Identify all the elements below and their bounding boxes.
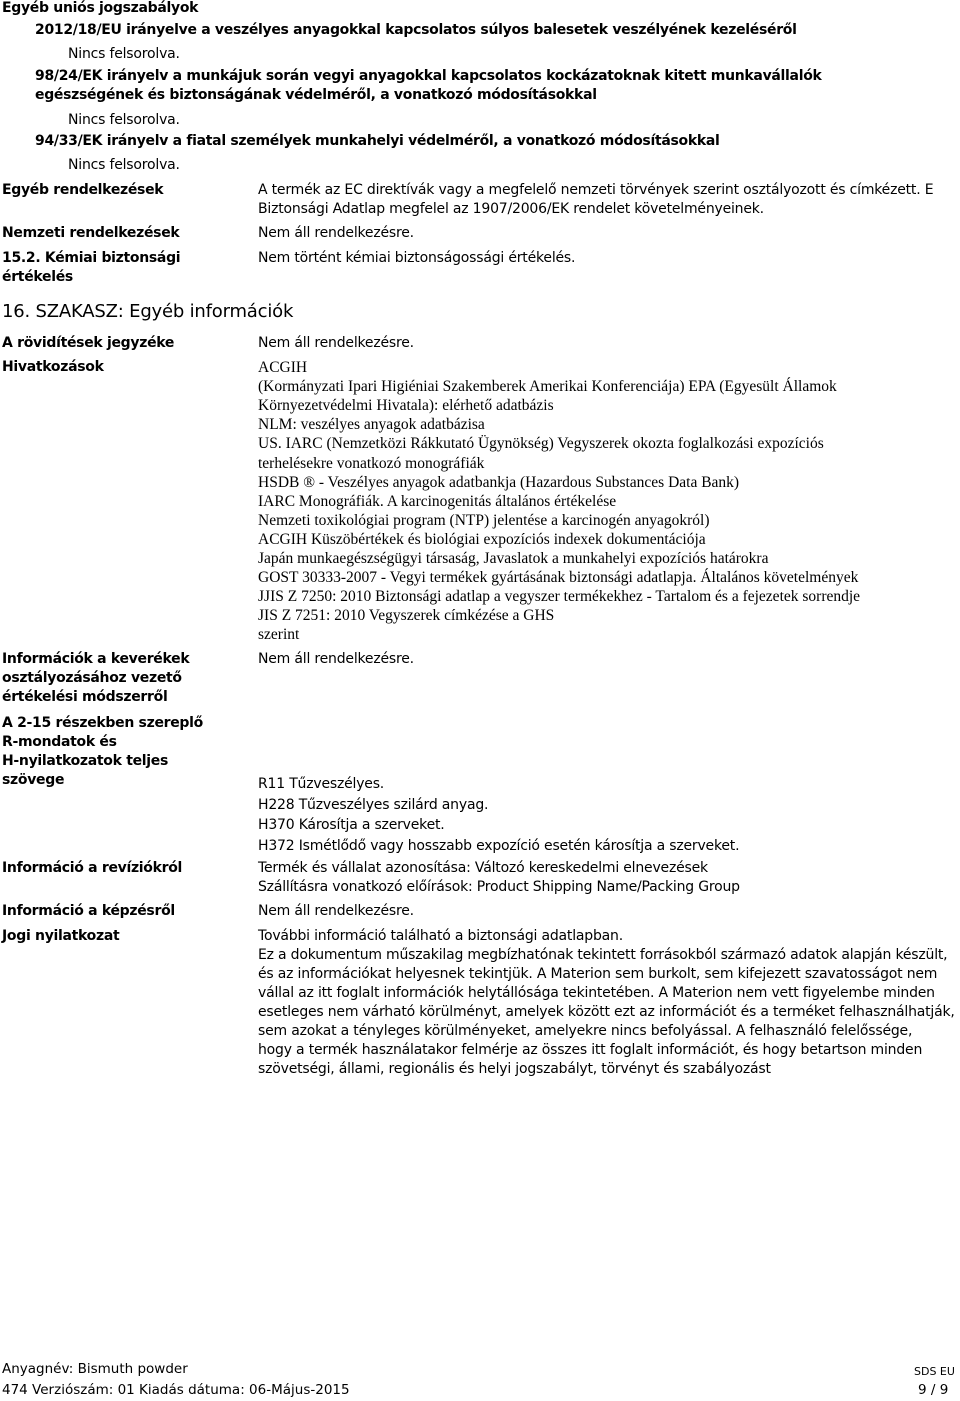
chemical-safety-label-2: értékelés bbox=[2, 269, 73, 285]
mixture-method-label-line: Információk a keverékek bbox=[2, 651, 190, 667]
reference-line: Környezetvédelmi Hivatala): elérhető adatbázis bbox=[258, 397, 554, 415]
other-regulations-value-1: A termék az EC direktívák vagy a megfelelő nemzeti törvények szerint osztályozott és címkézett. E bbox=[258, 182, 934, 198]
training-value: Nem áll rendelkezésre. bbox=[258, 903, 414, 919]
reference-line: szerint bbox=[258, 626, 300, 644]
disclaimer-line: Ez a dokumentum műszakilag megbízhatónak tekintett forrásokból származó adatok alapján készült, bbox=[258, 947, 948, 963]
reference-line: Nemzeti toxikológiai program (NTP) jelentése a karcinogén anyagokról) bbox=[258, 511, 710, 529]
reference-line: Japán munkaegészségügyi társaság, Javaslatok a munkahelyi expozíciós határokra bbox=[258, 550, 769, 567]
revision-line: Termék és vállalat azonosítása: Változó kereskedelmi elnevezések bbox=[258, 860, 708, 876]
other-regulations-value-2: Biztonsági Adatlap megfelel az 1907/2006/EK rendelet követelményeinek. bbox=[258, 201, 764, 217]
footer-page-number: 9 / 9 bbox=[918, 1382, 949, 1398]
r-h-label-line: szövege bbox=[2, 772, 65, 788]
revisions-label: Információ a revíziókról bbox=[2, 860, 183, 876]
directive-98-24-title-2: egészségének és biztonságának védelméről, a vonatkozó módosításokkal bbox=[35, 87, 597, 103]
disclaimer-line: hogy a termék használatakor felmérje az összes itt foglalt információt, és hogy betartson minden bbox=[258, 1042, 923, 1058]
reference-line: GOST 30333-2007 - Vegyi termékek gyártásának biztonsági adatlapja. Általános követelmények bbox=[258, 569, 859, 587]
reference-line: NLM: veszélyes anyagok adatbázisa bbox=[258, 416, 485, 434]
national-regulations-label: Nemzeti rendelkezések bbox=[2, 225, 180, 241]
reference-line: US. IARC (Nemzetközi Rákkutató Ügynökség) Vegyszerek okozta foglalkozási expozíciós bbox=[258, 435, 824, 453]
statement-line: H372 Ismétlődő vagy hosszabb expozíció esetén károsítja a szerveket. bbox=[258, 837, 740, 854]
r-h-label-line: R-mondatok és bbox=[2, 734, 117, 750]
disclaimer-line: További információ található a biztonsági adatlapban. bbox=[258, 928, 623, 944]
disclaimer-line: vállal az itt foglalt információk helytállósága tekintetében. A Materion nem vett figyelembe minden bbox=[258, 985, 935, 1001]
chemical-safety-label-1: 15.2. Kémiai biztonsági bbox=[2, 250, 181, 266]
directive-94-33-value: Nincs felsorolva. bbox=[68, 157, 180, 173]
reference-line: HSDB ® - Veszélyes anyagok adatbankja (Hazardous Substances Data Bank) bbox=[258, 473, 740, 491]
directive-98-24-title-1: 98/24/EK irányelv a munkájuk során vegyi anyagokkal kapcsolatos kockázatoknak kitett munkavállalók bbox=[35, 68, 822, 84]
reference-line: ACGIH Küszöbértékek és biológiai expozíciós indexek dokumentációja bbox=[258, 530, 706, 548]
r-h-label-line: H-nyilatkozatok teljes bbox=[2, 753, 169, 769]
abbreviations-value: Nem áll rendelkezésre. bbox=[258, 335, 414, 351]
national-regulations-value: Nem áll rendelkezésre. bbox=[258, 225, 414, 241]
directive-94-33-title: 94/33/EK irányelv a fiatal személyek munkahelyi védelméről, a vonatkozó módosításokkal bbox=[35, 133, 720, 149]
disclaimer-line: esetleges nem várható körülményt, amelyek között ezt az információt és a terméket felhasználhatják, bbox=[258, 1004, 955, 1020]
mixture-method-label-line: értékelési módszerről bbox=[2, 689, 168, 705]
directive-2012-18-title: 2012/18/EU irányelve a veszélyes anyagokkal kapcsolatos súlyos balesetek veszélyének kezeléséről bbox=[35, 22, 797, 38]
other-regulations-label: Egyéb rendelkezések bbox=[2, 182, 164, 198]
eu-section-title: Egyéb uniós jogszabályok bbox=[2, 0, 199, 16]
statement-line: R11 Tűzveszélyes. bbox=[258, 776, 385, 792]
reference-line: JJIS Z 7250: 2010 Biztonsági adatlap a vegyszer termékekhez - Tartalom és a fejezetek sorrendje bbox=[258, 588, 861, 606]
reference-line: IARC Monográfiák. A karcinogenitás általános értékelése bbox=[258, 492, 617, 510]
references-label: Hivatkozások bbox=[2, 359, 104, 375]
mixture-method-label-line: osztályozásához vezető bbox=[2, 670, 182, 686]
disclaimer-line: és az információkat helyesnek tekintjük. A Materion sem burkolt, sem kifejezett szavatosságot nem bbox=[258, 966, 938, 982]
reference-line: JIS Z 7251: 2010 Vegyszerek címkézése a GHS bbox=[258, 607, 555, 625]
directive-98-24-value: Nincs felsorolva. bbox=[68, 112, 180, 128]
directive-2012-18-value: Nincs felsorolva. bbox=[68, 46, 180, 62]
mixture-method-value: Nem áll rendelkezésre. bbox=[258, 651, 414, 667]
disclaimer-line: sem azokat a tényleges körülményeket, amelyekre nincs befolyással. A felhasználó felelőssége, bbox=[258, 1023, 913, 1039]
abbreviations-label: A rövidítések jegyzéke bbox=[2, 335, 175, 351]
footer-product-name: Anyagnév: Bismuth powder bbox=[2, 1361, 188, 1377]
reference-line: ACGIH bbox=[258, 359, 308, 376]
statement-line: H370 Károsítja a szerveket. bbox=[258, 817, 445, 833]
section-16-heading: 16. SZAKASZ: Egyéb információk bbox=[2, 301, 294, 322]
disclaimer-label: Jogi nyilatkozat bbox=[2, 928, 120, 944]
footer-sds-tag: SDS EU bbox=[914, 1365, 955, 1378]
chemical-safety-value: Nem történt kémiai biztonságossági értékelés. bbox=[258, 250, 576, 266]
training-label: Információ a képzésről bbox=[2, 903, 175, 919]
disclaimer-line: szövetségi, állami, regionális és helyi jogszabályt, törvényt és szabályozást bbox=[258, 1061, 771, 1077]
revision-line: Szállításra vonatkozó előírások: Product Shipping Name/Packing Group bbox=[258, 879, 740, 895]
footer-version-info: 474 Verziószám: 01 Kiadás dátuma: 06-Május-2015 bbox=[2, 1382, 350, 1398]
reference-line: terhelésekre vonatkozó monográfiák bbox=[258, 454, 485, 472]
reference-line: (Kormányzati Ipari Higiéniai Szakemberek Amerikai Konferenciája) EPA (Egyesült Államok bbox=[258, 378, 837, 396]
statement-line: H228 Tűzveszélyes szilárd anyag. bbox=[258, 796, 489, 813]
r-h-label-line: A 2-15 részekben szereplő bbox=[2, 715, 203, 731]
